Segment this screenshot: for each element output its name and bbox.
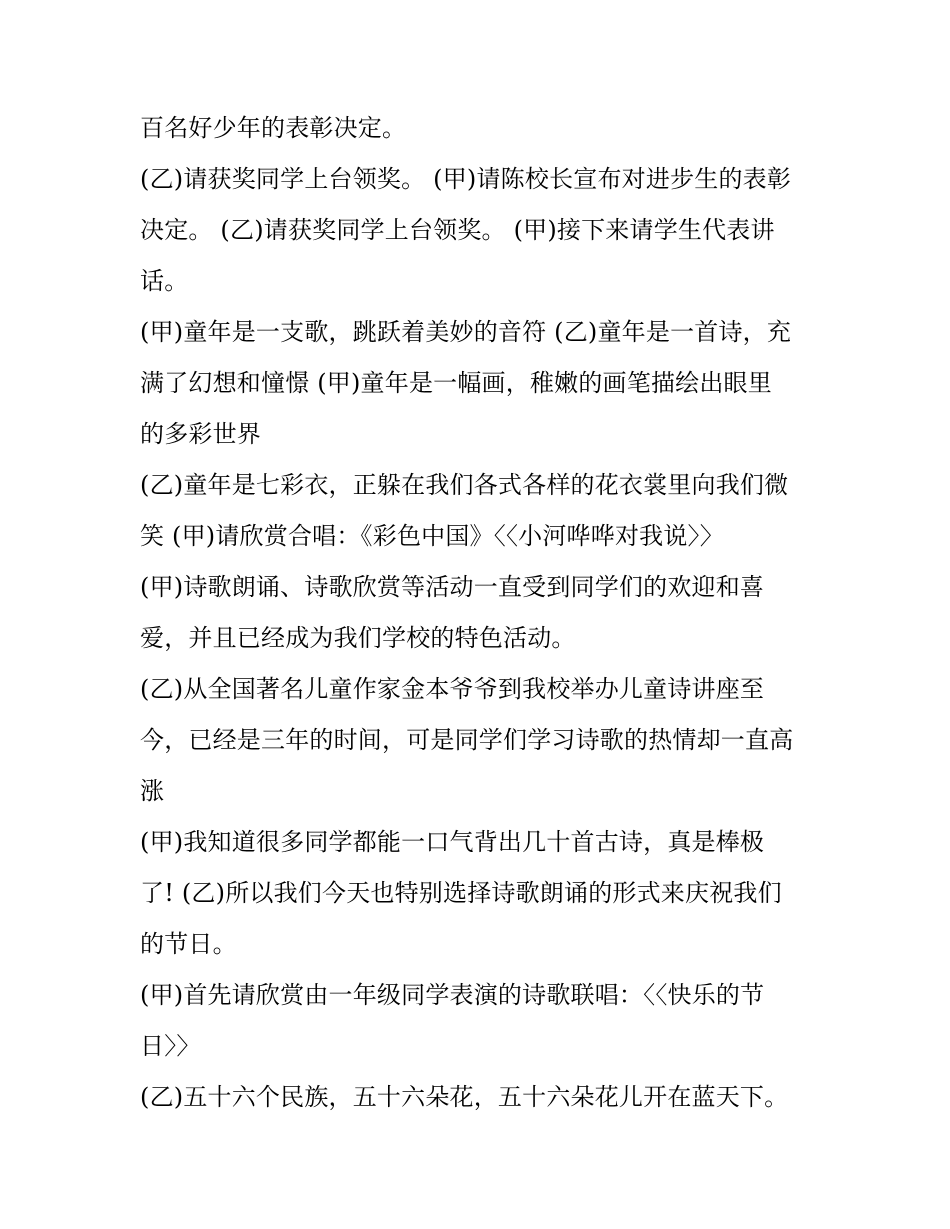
text-line: 笑 (甲)请欣赏合唱：《彩色中国》〈〈小河哗哗对我说〉〉: [140, 522, 724, 550]
text-line: 日〉〉: [140, 1032, 201, 1060]
text-line: (甲)童年是一支歌，跳跃着美妙的音符 (乙)童年是一首诗，充: [140, 318, 792, 346]
text-line: 的节日。: [140, 930, 237, 958]
text-line: 的多彩世界: [140, 420, 261, 448]
text-line: (甲)我知道很多同学都能一口气背出几十首古诗，真是棒极: [140, 828, 765, 856]
body-text: [140, 103, 812, 1123]
text-line: (乙)请获奖同学上台领奖。 (甲)请陈校长宣布对进步生的表彰: [140, 165, 792, 193]
text-line: 爱，并且已经成为我们学校的特色活动。: [140, 624, 576, 652]
text-line: 涨: [140, 777, 165, 805]
text-line: 百名好少年的表彰决定。: [140, 114, 407, 142]
text-line: 满了幻想和憧憬 (甲)童年是一幅画，稚嫩的画笔描绘出眼里: [140, 369, 772, 397]
text-line: (乙)从全国著名儿童作家金本爷爷到我校举办儿童诗讲座至: [140, 675, 765, 703]
text-line: (乙)五十六个民族，五十六朵花，五十六朵花儿开在蓝天下。: [140, 1083, 789, 1111]
text-line: 话。: [140, 267, 189, 295]
text-line: 决定。 (乙)请获奖同学上台领奖。 (甲)接下来请学生代表讲: [140, 216, 775, 244]
text-line: (甲)首先请欣赏由一年级同学表演的诗歌联唱：〈〈快乐的节: [140, 981, 765, 1009]
text-line: 了! (乙)所以我们今天也特别选择诗歌朗诵的形式来庆祝我们: [140, 879, 782, 907]
text-line: (甲)诗歌朗诵、诗歌欣赏等活动一直受到同学们的欢迎和喜: [140, 573, 765, 601]
text-line: (乙)童年是七彩衣，正躲在我们各式各样的花衣裳里向我们微: [140, 471, 789, 499]
text-line: 今，已经是三年的时间，可是同学们学习诗歌的热情却一直高: [140, 726, 794, 754]
